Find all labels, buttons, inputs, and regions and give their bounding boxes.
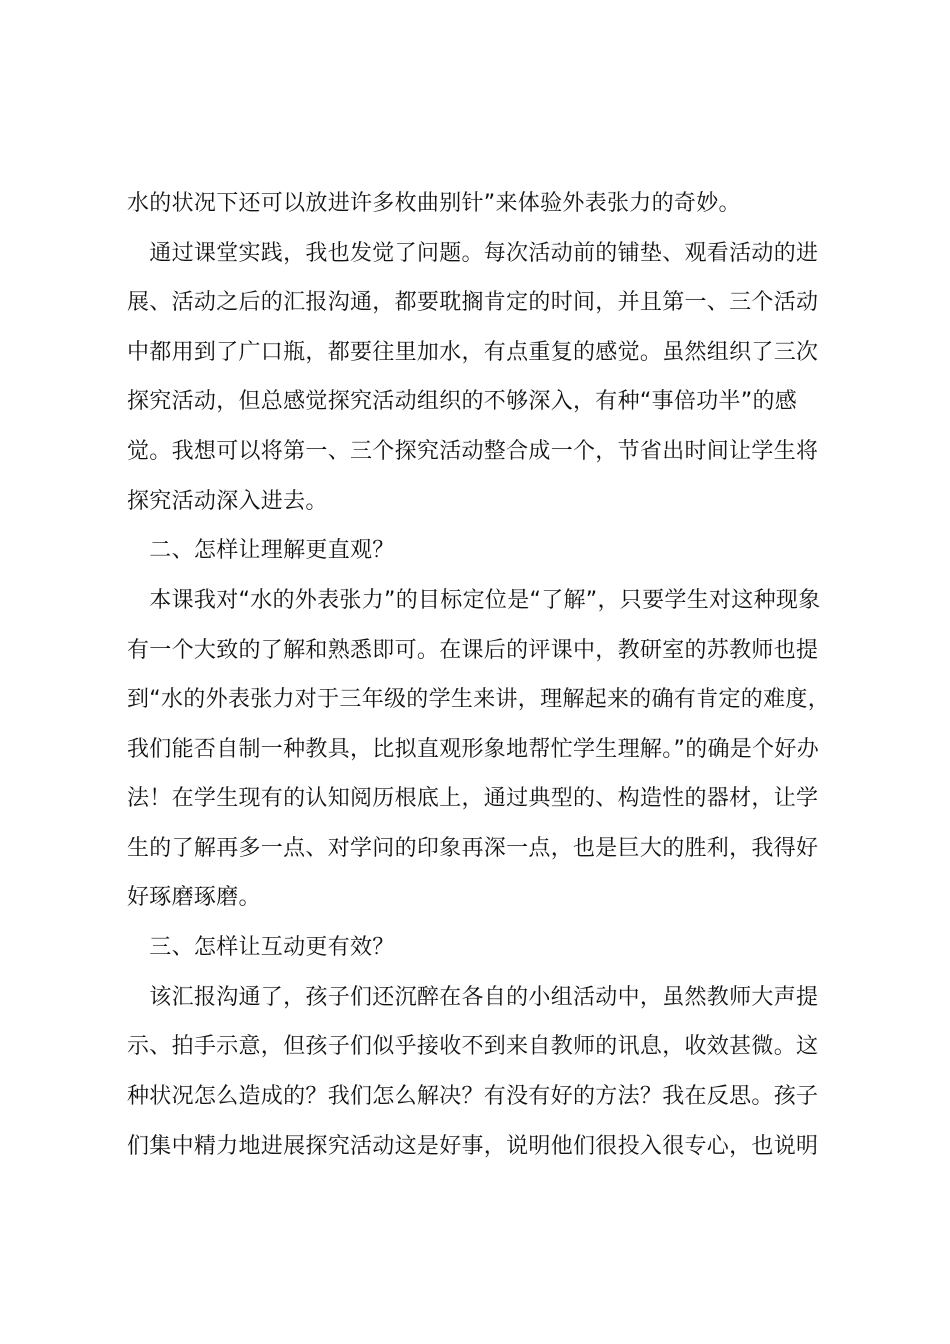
text-line: 有一个大致的了解和熟悉即可。在课后的评课中，教研室的苏教师也提 bbox=[127, 638, 819, 663]
text-line: 好琢磨琢磨。 bbox=[127, 885, 261, 910]
text-line: 示、拍手示意，但孩子们似乎接收不到来自教师的讯息，收效甚微。这 bbox=[127, 1034, 819, 1059]
text-line: 通过课堂实践，我也发觉了问题。每次活动前的铺垫、观看活动的进 bbox=[127, 241, 819, 266]
text-line: 该汇报沟通了，孩子们还沉醉在各自的小组活动中，虽然教师大声提 bbox=[127, 985, 819, 1010]
text-line: 水的状况下还可以放进许多枚曲别针”来体验外表张力的奇妙。 bbox=[127, 191, 741, 216]
text-line: 到“水的外表张力对于三年级的学生来讲，理解起来的确有肯定的难度， bbox=[127, 687, 830, 712]
section-heading: 二、怎样让理解更直观？ bbox=[127, 538, 395, 563]
text-line: 们集中精力地进展探究活动这是好事，说明他们很投入很专心，也说明 bbox=[127, 1134, 819, 1159]
text-line: 探究活动深入进去。 bbox=[127, 489, 328, 514]
text-line: 探究活动，但总感觉探究活动组织的不够深入，有种“事倍功半”的感 bbox=[127, 389, 798, 414]
text-line: 觉。我想可以将第一、三个探究活动整合成一个，节省出时间让学生将 bbox=[127, 439, 819, 464]
text-line: 我们能否自制一种教具，比拟直观形象地帮忙学生理解。”的确是个好办 bbox=[127, 737, 819, 762]
text-line: 种状况怎么造成的？我们怎么解决？有没有好的方法？我在反思。孩子 bbox=[127, 1084, 819, 1109]
text-line: 生的了解再多一点、对学问的印象再深一点，也是巨大的胜利，我得好 bbox=[127, 836, 819, 861]
text-line: 法！在学生现有的认知阅历根底上，通过典型的、构造性的器材，让学 bbox=[127, 786, 819, 811]
text-line: 中都用到了广口瓶，都要往里加水，有点重复的感觉。虽然组织了三次 bbox=[127, 340, 819, 365]
section-heading: 三、怎样让互动更有效？ bbox=[127, 935, 395, 960]
text-line: 本课我对“水的外表张力”的目标定位是“了解”，只要学生对这种现象 bbox=[127, 588, 821, 613]
text-line: 展、活动之后的汇报沟通，都要耽搁肯定的时间，并且第一、三个活动 bbox=[127, 290, 819, 315]
